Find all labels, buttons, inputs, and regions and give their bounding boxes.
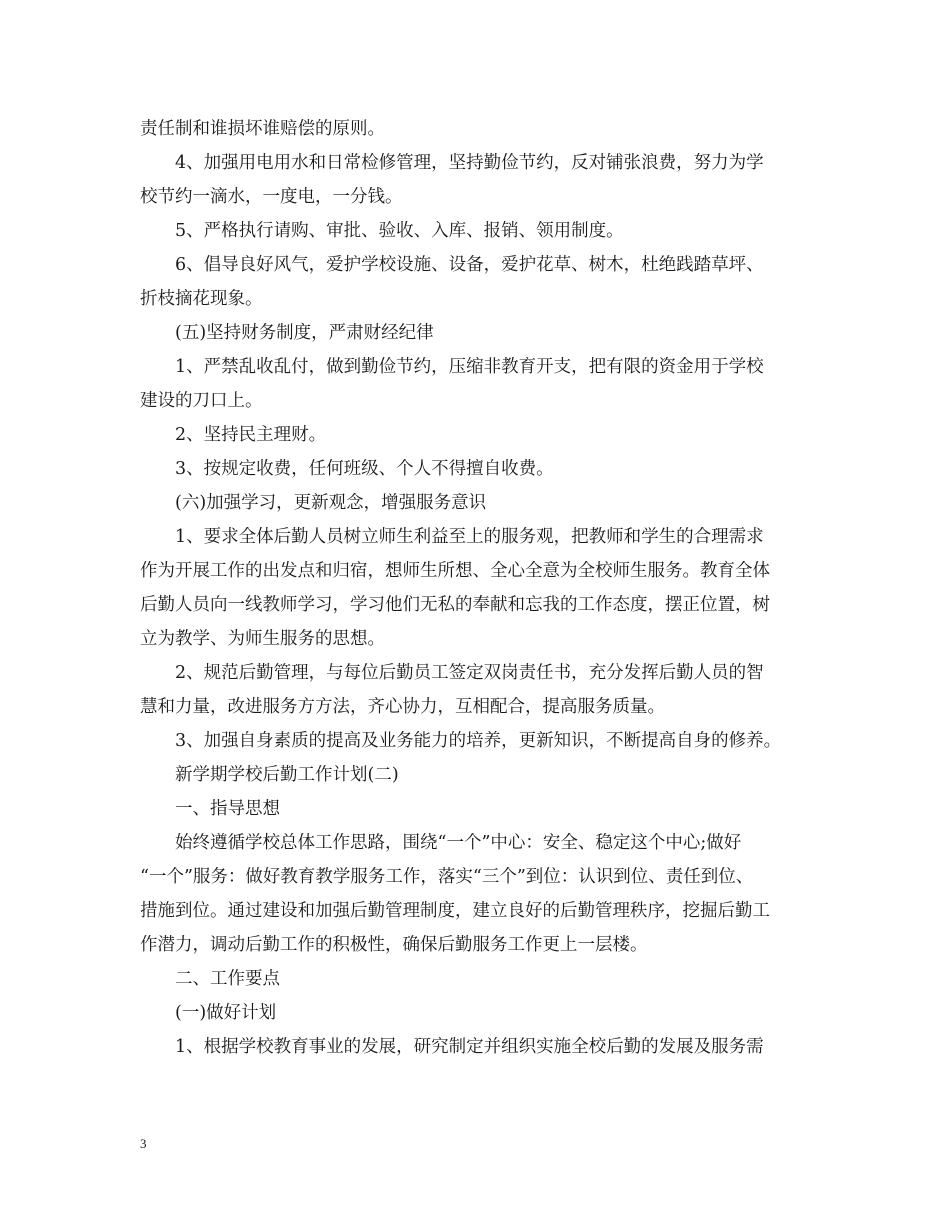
document-body (140, 112, 820, 1064)
text-line: 1、根据学校教育事业的发展，研究制定并组织实施全校后勤的发展及服务需 (175, 1037, 764, 1057)
text-line: 2、规范后勤管理，与每位后勤员工签定双岗责任书，充分发挥后勤人员的智 (175, 663, 764, 683)
text-line: 新学期学校后勤工作计划(二) (175, 765, 399, 785)
text-line: 立为教学、为师生服务的思想。 (140, 629, 385, 649)
text-line: 慧和力量，改进服务方方法，齐心协力，互相配合，提高服务质量。 (140, 697, 665, 717)
text-line: 2、坚持民主理财。 (175, 425, 327, 445)
text-line: (一)做好计划 (175, 1003, 277, 1023)
text-line: “一个”服务：做好教育教学服务工作，落实“三个”到位：认识到位、责任到位、 (140, 867, 754, 887)
text-line: 1、要求全体后勤人员树立师生利益至上的服务观，把教师和学生的合理需求 (175, 527, 764, 547)
text-line: 建设的刀口上。 (140, 391, 263, 411)
text-line: 校节约一滴水，一度电，一分钱。 (140, 187, 403, 207)
text-line: 始终遵循学校总体工作思路，围绕“一个”中心：安全、稳定这个中心;做好 (175, 833, 742, 853)
text-line: 责任制和谁损坏谁赔偿的原则。 (140, 119, 385, 139)
text-line: 3、按规定收费，任何班级、个人不得擅自收费。 (175, 459, 554, 479)
text-line: 作为开展工作的出发点和归宿，想师生所想、全心全意为全校师生服务。教育全体 (140, 561, 770, 581)
text-line: 一、指导思想 (175, 799, 280, 819)
text-line: 6、倡导良好风气，爱护学校设施、设备，爱护花草、树木，杜绝践踏草坪、 (175, 255, 764, 275)
text-line: 4、加强用电用水和日常检修管理，坚持勤俭节约，反对铺张浪费，努力为学 (175, 153, 764, 173)
text-line: 二、工作要点 (175, 969, 280, 989)
text-line: 措施到位。通过建设和加强后勤管理制度，建立良好的后勤管理秩序，挖掘后勤工 (140, 901, 770, 921)
text-line: 5、严格执行请购、审批、验收、入库、报销、领用制度。 (175, 221, 624, 241)
text-line: 折枝摘花现象。 (140, 289, 263, 309)
text-line: (五)坚持财务制度，严肃财经纪律 (175, 323, 434, 343)
text-line: 后勤人员向一线教师学习，学习他们无私的奉献和忘我的工作态度，摆正位置，树 (140, 595, 770, 615)
text-line: 1、严禁乱收乱付，做到勤俭节约，压缩非教育开支，把有限的资金用于学校 (175, 357, 764, 377)
text-line: (六)加强学习，更新观念，增强服务意识 (175, 493, 487, 513)
page-number: 3 (140, 1136, 147, 1151)
text-line: 作潜力，调动后勤工作的积极性，确保后勤服务工作更上一层楼。 (140, 935, 648, 955)
text-line: 3、加强自身素质的提高及业务能力的培养，更新知识，不断提高自身的修养。 (175, 731, 782, 751)
